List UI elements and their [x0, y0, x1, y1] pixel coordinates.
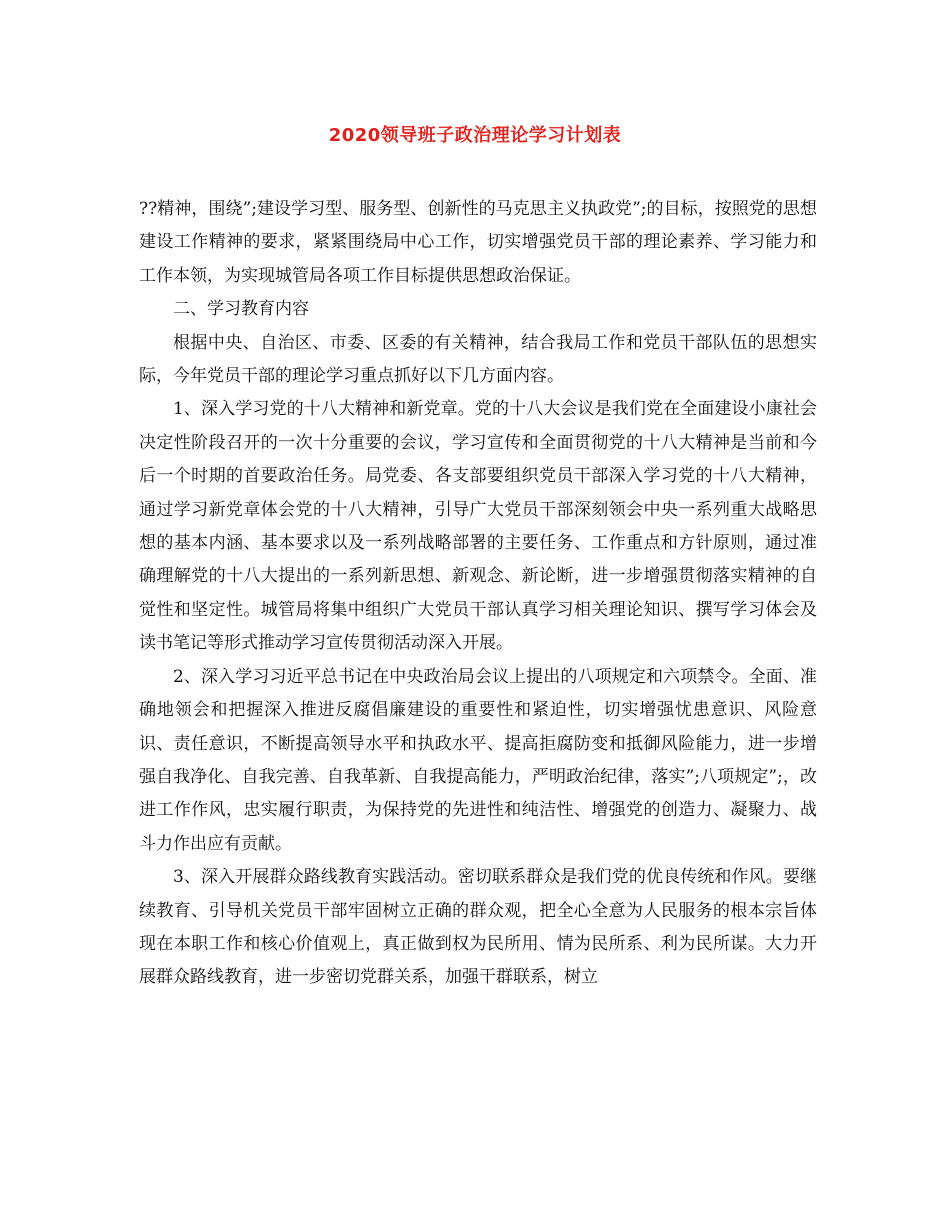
section-heading-study-content: 二、学习教育内容 [173, 299, 309, 320]
paragraph-study-basis: 根据中央、自治区、市委、区委的有关精神，结合我局工作和党员干部队伍的思想实际，今年党员干部的理论学习重点抓好以下几方面内容。 [139, 332, 817, 387]
paragraph-item-3: 3、深入开展群众路线教育实践活动。密切联系群众是我们党的优良传统和作风。要继续教育、引导机关党员干部牢固树立正确的群众观，把全心全意为人民服务的根本宗旨体现在本职工作和核心价值观上，真正做到权为民所用、情为民所系、利为民所谋。大力开展群众路线教育，进一步密切党群关系，加强干群联系，树立 [139, 867, 817, 988]
paragraph-intro-continued: ??精神，围绕”;建设学习型、服务型、创新性的马克思主义执政党”;的目标，按照党的思想建设工作精神的要求，紧紧围绕局中心工作，切实增强党员干部的理论素养、学习能力和工作本领，为实现城管局各项工作目标提供思想政治保证。 [139, 199, 817, 286]
paragraph-item-1: 1、深入学习党的十八大精神和新党章。党的十八大会议是我们党在全面建设小康社会决定性阶段召开的一次十分重要的会议，学习宣传和全面贯彻党的十八大精神是当前和今后一个时期的首要政治任务。局党委、各支部要组织党员干部深入学习党的十八大精神，通过学习新党章体会党的十八大精神，引导广大党员干部深刻领会中央一系列重大战略思想的基本内涵、基本要求以及一系列战略部署的主要任务、工作重点和方针原则，通过准确理解党的十八大提出的一系列新思想、新观念、新论断，进一步增强贯彻落实精神的自觉性和坚定性。城管局将集中组织广大党员干部认真学习相关理论知识、撰写学习体会及读书笔记等形式推动学习宣传贯彻活动深入开展。 [139, 399, 817, 654]
document-title: 2020领导班子政治理论学习计划表 [328, 125, 622, 146]
document-body [139, 193, 817, 995]
paragraph-item-2: 2、深入学习习近平总书记在中央政治局会议上提出的八项规定和六项禁令。全面、准确地领会和把握深入推进反腐倡廉建设的重要性和紧迫性，切实增强忧患意识、风险意识、责任意识，不断提高领导水平和执政水平、提高拒腐防变和抵御风险能力，进一步增强自我净化、自我完善、自我革新、自我提高能力，严明政治纪律，落实”;八项规定”;，改进工作作风，忠实履行职责，为保持党的先进性和纯洁性、增强党的创造力、凝聚力、战斗力作出应有贡献。 [139, 666, 817, 854]
